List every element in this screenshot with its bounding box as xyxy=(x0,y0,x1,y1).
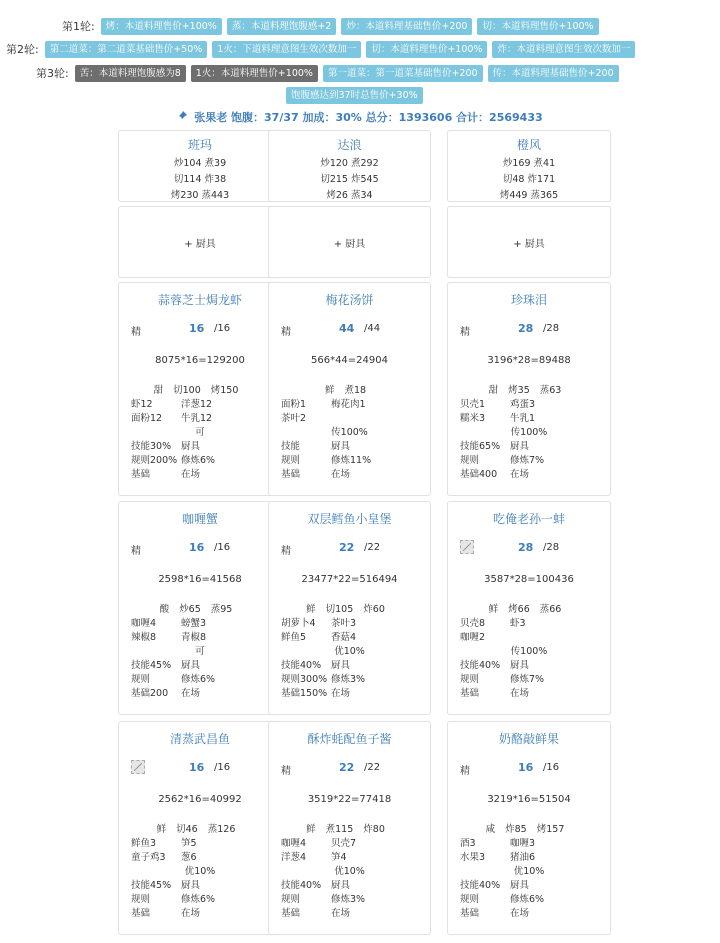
flavor-row xyxy=(460,823,598,837)
bonus-row xyxy=(460,440,598,454)
bonus-item: 修炼6% xyxy=(510,894,545,905)
quantity-value[interactable]: 16 xyxy=(189,541,205,554)
bonus-item: 修炼7% xyxy=(510,674,545,685)
flavor-item: 甜 xyxy=(488,385,499,396)
ingredient-row xyxy=(131,631,269,645)
bonus-item: 技能45% xyxy=(131,880,172,891)
rank-row xyxy=(131,760,269,780)
bonus-row xyxy=(131,673,269,687)
dish-name: 蒜蓉芝士焗龙虾 xyxy=(157,293,242,307)
bonus-row xyxy=(131,454,269,468)
grade-label: 可 xyxy=(195,427,205,438)
quantity-value[interactable]: 16 xyxy=(518,761,534,774)
quantity-max: /44 xyxy=(364,323,381,334)
bonus-item: 规则 xyxy=(131,674,151,685)
bonus-item: 规则 xyxy=(460,894,480,905)
bonus-row xyxy=(281,454,418,468)
flavor-item: 煮115 xyxy=(325,824,354,835)
flavor-item: 鲜 xyxy=(306,604,316,615)
flavor-item: 蒸63 xyxy=(539,385,562,396)
dish-card[interactable] xyxy=(268,282,431,496)
ingredient-item: 虾12 xyxy=(131,399,153,410)
bonus-item: 修炼11% xyxy=(331,455,372,466)
price-formula: 3519*22=77418 xyxy=(307,794,392,805)
quantity-value[interactable]: 22 xyxy=(339,761,355,774)
bonus-item: 基础 xyxy=(131,469,151,480)
flavor-row xyxy=(131,823,269,837)
round-tag[interactable]: 炸：本道料理意图生效次数加一 xyxy=(492,41,635,58)
dish-name: 咖喱蟹 xyxy=(181,512,218,526)
chef-skill-line: 烤230 蒸443 xyxy=(170,190,230,201)
summary-bar xyxy=(0,109,720,125)
bonus-item: 厨具 xyxy=(331,441,351,452)
bonus-row xyxy=(281,468,418,482)
quantity-max: /22 xyxy=(364,762,381,773)
dish-name: 奶酪敲鲜果 xyxy=(498,732,559,746)
quantity-max: /16 xyxy=(214,323,231,334)
flavor-item: 蒸95 xyxy=(210,604,233,615)
bonus-row xyxy=(460,673,598,687)
dish-card[interactable] xyxy=(447,282,611,496)
chef-card[interactable] xyxy=(268,130,431,202)
ingredient-row xyxy=(281,398,418,412)
round-tag[interactable]: 1火：本道料理售价+100% xyxy=(191,65,318,82)
ingredient-item: 胡萝卜4 xyxy=(281,618,316,629)
quantity-value[interactable]: 22 xyxy=(339,541,355,554)
ingredient-item: 青椒8 xyxy=(181,632,207,643)
rank-row xyxy=(460,760,598,780)
bonus-item: 基础 xyxy=(281,908,301,919)
ingredient-item: 酒3 xyxy=(460,838,476,849)
ingredient-list xyxy=(460,617,598,645)
pin-icon xyxy=(177,111,187,121)
ingredient-row xyxy=(281,631,418,645)
price-formula: 3196*28=89488 xyxy=(487,355,571,366)
bonus-row xyxy=(281,687,418,701)
bonus-tag[interactable]: 饱腹感达到37时总售价+30% xyxy=(286,87,423,104)
ingredient-item: 水果3 xyxy=(460,852,486,863)
bonus-item: 在场 xyxy=(181,688,201,699)
bonus-item: 厨具 xyxy=(181,880,201,891)
bonus-item: 在场 xyxy=(510,688,530,699)
ingredient-row xyxy=(460,412,598,426)
chef-skill-line: 炒120 煮292 xyxy=(320,158,379,169)
round-tag[interactable]: 烤：本道料理售价+100% xyxy=(101,18,222,35)
quantity-value[interactable]: 44 xyxy=(339,322,355,335)
flavor-item: 甜 xyxy=(153,385,164,396)
quantity-value[interactable]: 16 xyxy=(189,322,205,335)
flavor-item: 咸 xyxy=(485,824,496,835)
bonus-row xyxy=(281,907,418,921)
equip-slot[interactable] xyxy=(447,206,611,278)
ingredient-item: 葱6 xyxy=(181,852,197,863)
flavor-item: 炸80 xyxy=(363,824,385,835)
flavor-item: 烤35 xyxy=(508,385,530,396)
flavor-item: 鲜 xyxy=(324,385,335,396)
rank-placeholder-icon xyxy=(460,540,474,554)
bonus-item: 厨具 xyxy=(181,441,201,452)
ingredient-item: 牛乳12 xyxy=(181,413,213,424)
ingredient-row xyxy=(460,631,598,645)
rank-row xyxy=(281,321,418,341)
rank-label: 精 xyxy=(460,327,470,338)
chef-skill-line: 炒169 煮41 xyxy=(502,158,556,169)
bonus-row xyxy=(131,893,269,907)
bonus-row xyxy=(460,907,598,921)
flavor-row xyxy=(281,823,418,837)
bonus-item: 基础 xyxy=(131,908,151,919)
flavor-item: 烤66 xyxy=(508,604,530,615)
bonus-item: 规则 xyxy=(281,455,301,466)
ingredient-list xyxy=(460,398,598,426)
dish-card[interactable] xyxy=(118,282,282,496)
grade-label: 优10% xyxy=(334,646,365,657)
ingredient-list xyxy=(131,398,269,426)
add-equip-label: + 厨具 xyxy=(184,238,216,250)
price-formula: 566*44=24904 xyxy=(310,355,388,366)
add-equip-label: + 厨具 xyxy=(333,238,366,250)
quantity-max: /16 xyxy=(214,542,231,553)
bonus-item: 厨具 xyxy=(510,660,530,671)
bonus-item: 规则 xyxy=(460,455,480,466)
bonus-item: 技能40% xyxy=(281,880,322,891)
rank-row xyxy=(460,321,598,341)
ingredient-list xyxy=(281,617,418,645)
bonus-row xyxy=(131,687,269,701)
round-label: 第1轮: xyxy=(62,20,95,33)
bonus-item: 厨具 xyxy=(510,441,530,452)
bonus-item: 修炼6% xyxy=(181,674,216,685)
chef-skill-line: 切114 炸38 xyxy=(173,174,227,185)
bonus-item: 技能40% xyxy=(460,660,501,671)
chef-skill-line: 炒104 煮39 xyxy=(173,158,227,169)
dish-name: 珍珠泪 xyxy=(510,293,547,307)
rank-row xyxy=(131,321,269,341)
ingredient-item: 香菇4 xyxy=(331,632,357,643)
flavor-item: 蒸126 xyxy=(207,824,236,835)
rank-row xyxy=(131,540,269,560)
summary-text: 张果老 饱腹：37/37 加成：30% 总分：1393606 合计：2569433 xyxy=(194,111,543,124)
ingredient-item: 咖喱4 xyxy=(131,618,157,629)
bonus-item: 在场 xyxy=(181,469,201,480)
bonus-row xyxy=(460,659,598,673)
bonus-item: 规则 xyxy=(281,894,301,905)
quantity-value[interactable]: 28 xyxy=(518,541,534,554)
bonus-row xyxy=(131,468,269,482)
price-formula: 2598*16=41568 xyxy=(158,574,242,585)
add-equip-label: + 厨具 xyxy=(513,238,545,250)
ingredient-list xyxy=(131,837,269,865)
quantity-max: /16 xyxy=(543,762,560,773)
bonus-row xyxy=(281,659,418,673)
bonus-row xyxy=(460,893,598,907)
bonus-item: 修炼6% xyxy=(181,455,216,466)
flavor-row xyxy=(131,384,269,398)
bonus-row xyxy=(131,879,269,893)
ingredient-item: 洋葱12 xyxy=(181,399,213,410)
flavor-row xyxy=(281,603,418,617)
round-tag[interactable]: 传：本道料理基础售价+200 xyxy=(488,65,619,82)
ingredient-list xyxy=(460,837,598,865)
quantity-value[interactable]: 28 xyxy=(518,322,534,335)
chef-skill-line: 切48 炸171 xyxy=(502,174,556,185)
flavor-item: 鲜 xyxy=(156,824,167,835)
ingredient-item: 梅花肉1 xyxy=(331,399,366,410)
chef-name: 橙风 xyxy=(516,138,541,152)
round-tag[interactable]: 炒：本道料理基础售价+200 xyxy=(341,18,472,35)
round-3 xyxy=(36,64,619,82)
ingredient-row xyxy=(281,412,418,426)
ingredient-item: 童子鸡3 xyxy=(131,852,166,863)
quantity-max: /16 xyxy=(214,762,231,773)
grade-label: 优10% xyxy=(513,866,545,877)
ingredient-item: 咖喱4 xyxy=(281,838,307,849)
ingredient-item: 咖喱3 xyxy=(510,838,536,849)
chef-name: 班玛 xyxy=(187,138,212,152)
ingredient-item: 茶叶3 xyxy=(331,618,357,629)
rank-label: 精 xyxy=(281,766,291,777)
equip-slot[interactable] xyxy=(268,206,431,278)
rank-placeholder-icon xyxy=(131,760,145,774)
flavor-item: 蒸66 xyxy=(539,604,562,615)
bonus-item: 技能45% xyxy=(131,660,172,671)
bonus-item: 基础200 xyxy=(131,688,169,699)
chef-name: 达浪 xyxy=(337,138,362,152)
flavor-item: 烤150 xyxy=(210,385,239,396)
chef-skill-line: 烤26 蒸34 xyxy=(326,190,373,201)
dish-card[interactable] xyxy=(118,721,282,935)
flavor-row xyxy=(281,384,418,398)
bonus-item: 规则 xyxy=(131,894,151,905)
dish-name: 梅花汤饼 xyxy=(325,293,374,307)
bonus-row xyxy=(131,440,269,454)
bonus-item: 在场 xyxy=(510,908,530,919)
ingredient-item: 鲜鱼5 xyxy=(281,632,307,643)
ingredient-item: 辣椒8 xyxy=(131,632,157,643)
bonus-row xyxy=(460,454,598,468)
bonus-row xyxy=(131,659,269,673)
rank-label: 精 xyxy=(131,327,141,338)
bonus-item: 修炼3% xyxy=(331,894,366,905)
bonus-item: 在场 xyxy=(331,469,351,480)
round-tag[interactable]: 苦：本道料理饱腹感为8 xyxy=(75,65,186,82)
chef-skill-line: 切215 炸545 xyxy=(320,174,379,185)
grade-label: 传100% xyxy=(510,646,548,657)
flavor-item: 酸 xyxy=(159,604,170,615)
grade-label: 传100% xyxy=(510,427,548,438)
bonus-item: 厨具 xyxy=(331,660,351,671)
price-formula: 3219*16=51504 xyxy=(487,794,571,805)
bonus-item: 技能40% xyxy=(281,660,322,671)
ingredient-item: 鸡蛋3 xyxy=(510,399,536,410)
ingredient-row xyxy=(460,617,598,631)
bonus-row xyxy=(281,440,418,454)
ingredient-item: 贝壳8 xyxy=(460,618,486,629)
bonus-item: 基础400 xyxy=(460,469,498,480)
flavor-item: 炸85 xyxy=(505,824,527,835)
dish-name: 清蒸武昌鱼 xyxy=(169,732,230,746)
ingredient-row xyxy=(460,837,598,851)
bonus-row xyxy=(460,879,598,893)
flavor-item: 切46 xyxy=(176,824,198,835)
bonus-row xyxy=(281,879,418,893)
ingredient-item: 茶叶2 xyxy=(281,413,307,424)
equip-slot[interactable] xyxy=(118,206,282,278)
round-tag[interactable]: 切：本道料理售价+100% xyxy=(366,41,487,58)
rank-label: 精 xyxy=(281,546,291,557)
ingredient-list xyxy=(131,617,269,645)
ingredient-item: 虾3 xyxy=(510,618,526,629)
ingredient-row xyxy=(460,851,598,865)
flavor-item: 切105 xyxy=(325,604,354,615)
ingredient-item: 洋葱4 xyxy=(281,852,307,863)
bonus-item: 修炼6% xyxy=(181,894,216,905)
dish-card[interactable] xyxy=(268,721,431,935)
rank-row xyxy=(281,540,418,560)
flavor-item: 煮18 xyxy=(344,385,367,396)
ingredient-item: 笋5 xyxy=(181,838,197,849)
bonus-item: 在场 xyxy=(510,469,530,480)
ingredient-row xyxy=(131,617,269,631)
flavor-item: 鲜 xyxy=(306,824,316,835)
flavor-row xyxy=(460,384,598,398)
flavor-row xyxy=(131,603,269,617)
bonus-item: 规则 xyxy=(460,674,480,685)
price-formula: 8075*16=129200 xyxy=(155,355,245,366)
ingredient-item: 贝壳1 xyxy=(460,399,486,410)
bonus-item: 修炼7% xyxy=(510,455,545,466)
grade-label: 优10% xyxy=(334,866,365,877)
round-tag[interactable]: 蒸：本道料理饱腹感+2 xyxy=(227,18,337,35)
rank-label: 精 xyxy=(131,546,141,557)
bonus-row xyxy=(281,893,418,907)
quantity-value[interactable]: 16 xyxy=(189,761,205,774)
ingredient-row xyxy=(131,851,269,865)
ingredient-row xyxy=(281,837,418,851)
bonus-item: 在场 xyxy=(331,688,351,699)
rank-row xyxy=(281,760,418,780)
chef-skill-line: 烤449 蒸365 xyxy=(499,190,559,201)
round-tag[interactable]: 第二道菜：第二道菜基础售价+50% xyxy=(45,41,208,58)
grade-label: 可 xyxy=(195,646,205,657)
ingredient-row xyxy=(281,617,418,631)
dish-card[interactable] xyxy=(268,501,431,715)
round-1 xyxy=(62,17,599,35)
quantity-max: /28 xyxy=(543,542,560,553)
bonus-item: 在场 xyxy=(331,908,351,919)
price-formula: 3587*28=100436 xyxy=(484,574,574,585)
bonus-item: 规则200% xyxy=(131,455,178,466)
round-tag[interactable]: 切：本道料理售价+100% xyxy=(477,18,598,35)
flavor-item: 炸60 xyxy=(363,604,385,615)
ingredient-list xyxy=(281,837,418,865)
bonus-item: 技能40% xyxy=(460,880,501,891)
bonus-item: 技能30% xyxy=(131,441,172,452)
ingredient-item: 螃蟹3 xyxy=(181,618,207,629)
round-tag[interactable]: 1火：下道料理意图生效次数加一 xyxy=(212,41,361,58)
flavor-item: 鲜 xyxy=(488,604,499,615)
bonus-row xyxy=(460,687,598,701)
ingredient-item: 面粉1 xyxy=(281,399,307,410)
ingredient-item: 贝壳7 xyxy=(331,838,357,849)
bonus-item: 规则300% xyxy=(281,674,328,685)
ingredient-item: 笋4 xyxy=(331,852,347,863)
flavor-item: 切100 xyxy=(173,385,201,396)
ingredient-item: 猪油6 xyxy=(510,852,536,863)
round-2 xyxy=(6,40,635,58)
chef-card[interactable] xyxy=(118,130,282,202)
flavor-row xyxy=(460,603,598,617)
ingredient-row xyxy=(131,398,269,412)
ingredient-item: 鲜鱼3 xyxy=(131,838,157,849)
rank-row xyxy=(460,540,598,560)
ingredient-row xyxy=(281,851,418,865)
ingredient-list xyxy=(281,398,418,426)
round-tag[interactable]: 第一道菜：第一道菜基础售价+200 xyxy=(323,65,483,82)
quantity-max: /22 xyxy=(364,542,381,553)
bonus-item: 基础 xyxy=(460,688,480,699)
bonus-item: 技能 xyxy=(281,441,301,452)
bonus-item: 厨具 xyxy=(331,880,351,891)
bonus-row xyxy=(281,673,418,687)
dish-name: 双层鳕鱼小皇堡 xyxy=(307,512,392,526)
ingredient-item: 糯米3 xyxy=(460,413,486,424)
grade-label: 传100% xyxy=(331,427,368,438)
bonus-item: 基础 xyxy=(281,469,301,480)
bonus-item: 在场 xyxy=(181,908,201,919)
dish-card[interactable] xyxy=(447,501,611,715)
bonus-item: 厨具 xyxy=(510,880,530,891)
bonus-item: 修炼3% xyxy=(331,674,366,685)
bonus-item: 基础150% xyxy=(281,688,328,699)
dish-card[interactable] xyxy=(447,721,611,935)
ingredient-row xyxy=(460,398,598,412)
dish-name: 吃俺老孙一蚌 xyxy=(492,512,565,526)
bonus-item: 厨具 xyxy=(181,660,201,671)
dish-name: 酥炸蚝配鱼子酱 xyxy=(307,732,392,746)
round-label: 第3轮: xyxy=(36,67,69,80)
rank-label: 精 xyxy=(460,766,470,777)
bonus-row xyxy=(460,468,598,482)
flavor-item: 炒65 xyxy=(179,604,201,615)
quantity-max: /28 xyxy=(543,323,560,334)
dish-card[interactable] xyxy=(118,501,282,715)
ingredient-row xyxy=(131,412,269,426)
price-formula: 23477*22=516494 xyxy=(301,574,398,585)
ingredient-item: 牛乳1 xyxy=(510,413,536,424)
bonus-row xyxy=(131,907,269,921)
ingredient-row xyxy=(131,837,269,851)
bonus-item: 基础 xyxy=(460,908,480,919)
price-formula: 2562*16=40992 xyxy=(158,794,242,805)
chef-card[interactable] xyxy=(447,130,611,202)
flavor-item: 烤157 xyxy=(536,824,565,835)
ingredient-item: 咖喱2 xyxy=(460,632,486,643)
grade-label: 优10% xyxy=(184,866,216,877)
bonus-item: 技能65% xyxy=(460,441,501,452)
ingredient-item: 面粉12 xyxy=(131,413,163,424)
round-label: 第2轮: xyxy=(6,43,39,56)
rank-label: 精 xyxy=(281,327,291,338)
